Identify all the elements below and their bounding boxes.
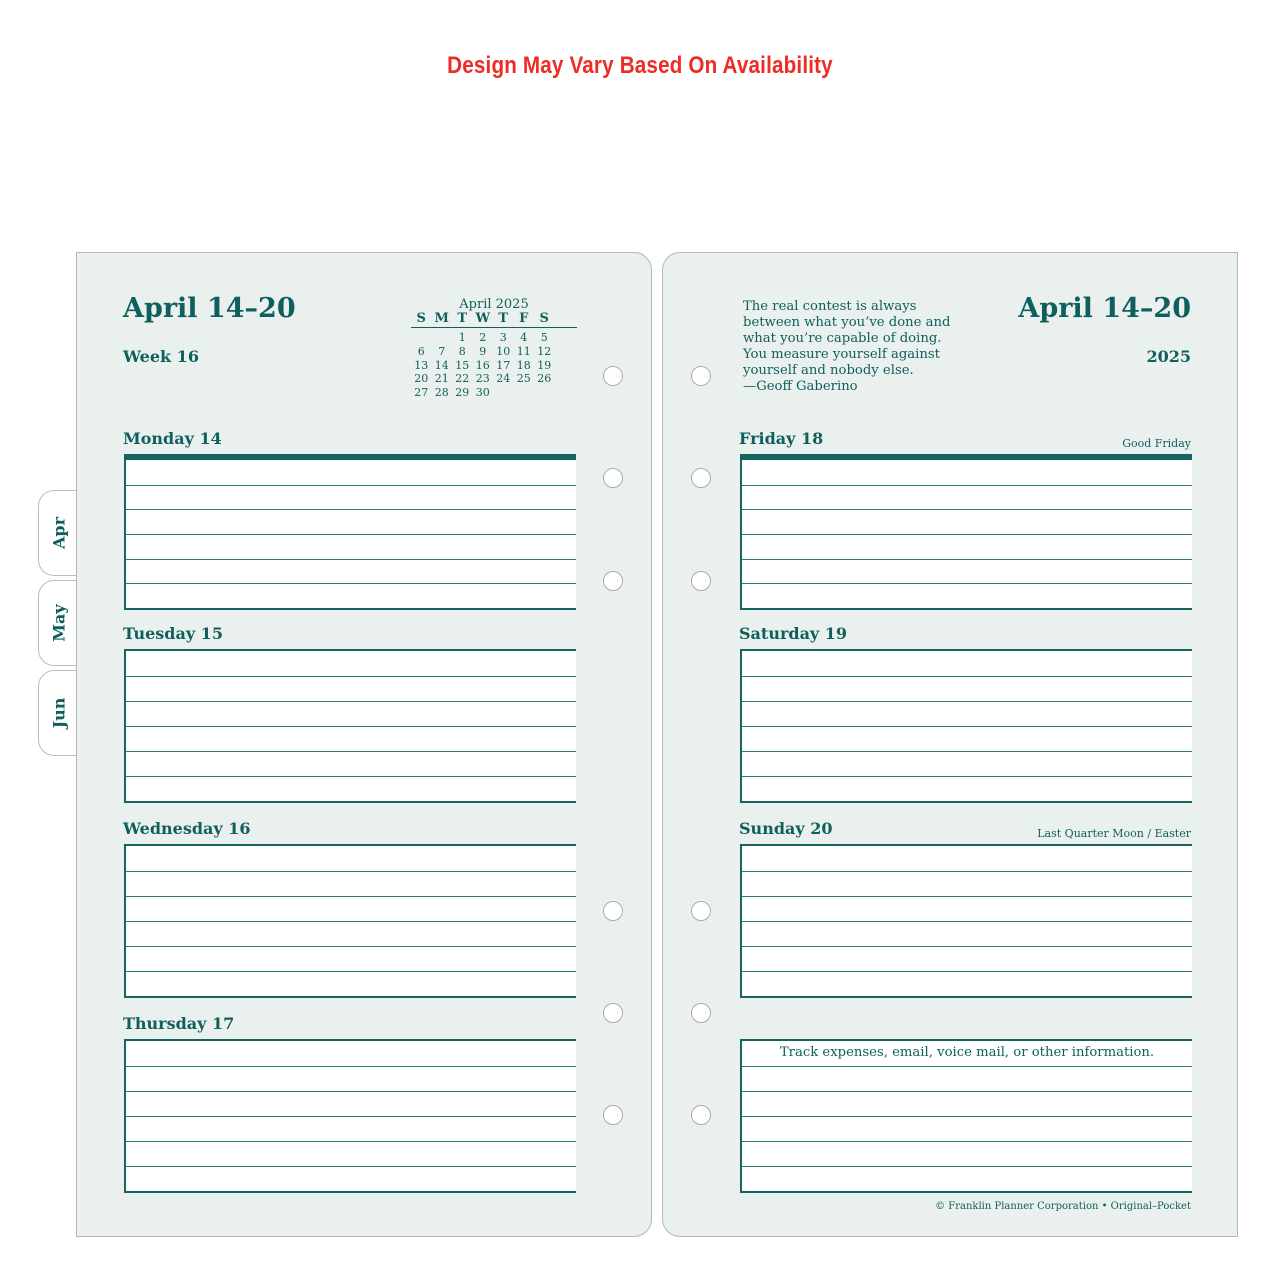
writing-line	[126, 1091, 576, 1092]
writing-line	[126, 1116, 576, 1117]
writing-line	[126, 485, 576, 486]
tab-jun[interactable]	[38, 670, 78, 756]
weekday: M	[434, 311, 449, 326]
writing-line	[742, 1066, 1192, 1067]
calendar-date: 21	[434, 372, 449, 386]
notes-box-caption: Track expenses, email, voice mail, or other information.	[779, 1045, 1155, 1060]
calendar-date: 17	[496, 358, 511, 372]
writing-line	[126, 1141, 576, 1142]
calendar-date	[514, 386, 535, 400]
inspirational-quote	[743, 299, 963, 395]
calendar-date	[432, 331, 453, 345]
calendar-date: 13	[414, 358, 429, 372]
day-box-thursday[interactable]	[124, 1039, 576, 1193]
calendar-date: 10	[496, 344, 511, 358]
writing-line	[126, 726, 576, 727]
punch-hole	[603, 571, 623, 591]
month-tabs	[38, 490, 78, 762]
mini-calendar-month: April 2025	[459, 297, 529, 312]
writing-line	[126, 676, 576, 677]
calendar-date: 1	[458, 331, 466, 344]
calendar-date: 16	[475, 358, 490, 372]
day-box-saturday[interactable]	[740, 649, 1192, 803]
left-page	[76, 252, 652, 1237]
weekday: F	[519, 311, 529, 326]
week-number: Week 16	[123, 347, 199, 366]
calendar-week-row	[411, 331, 577, 345]
punch-hole	[603, 1105, 623, 1125]
day-label-sunday: Sunday 20	[739, 819, 833, 838]
calendar-date: 9	[479, 344, 487, 358]
calendar-date: 19	[537, 358, 552, 372]
tab-apr-label: Apr	[49, 516, 68, 550]
mini-calendar-weekdays	[411, 312, 577, 325]
right-page	[662, 252, 1238, 1237]
calendar-date: 6	[417, 344, 425, 358]
day-box-sunday[interactable]	[740, 844, 1192, 998]
copyright: © Franklin Planner Corporation • Original–Pocket	[935, 1201, 1191, 1212]
quote-line: The real contest is always	[743, 299, 917, 314]
calendar-date: 14	[434, 358, 449, 372]
writing-line	[126, 776, 576, 777]
calendar-date: 11	[516, 344, 531, 358]
writing-line	[742, 921, 1192, 922]
weekday: T	[498, 311, 509, 326]
availability-notice: Design May Vary Based On Availability	[447, 52, 833, 79]
quote-line: You measure yourself against	[743, 347, 940, 362]
weekday: S	[416, 311, 426, 326]
calendar-date: 25	[516, 372, 531, 386]
calendar-date	[534, 386, 555, 400]
calendar-date: 8	[458, 344, 466, 358]
punch-hole	[691, 1003, 711, 1023]
writing-line	[742, 485, 1192, 486]
calendar-date: 26	[537, 372, 552, 386]
writing-line	[126, 583, 576, 584]
calendar-week-row	[411, 372, 577, 386]
day-label-saturday: Saturday 19	[739, 624, 848, 643]
mini-calendar	[411, 297, 577, 400]
calendar-date: 15	[455, 358, 470, 372]
calendar-date: 23	[475, 372, 490, 386]
writing-line	[126, 1066, 576, 1067]
holiday-note-friday: Good Friday	[1122, 437, 1191, 450]
mini-calendar-rule	[411, 327, 577, 328]
writing-line	[742, 676, 1192, 677]
punch-hole	[691, 468, 711, 488]
weekday: T	[457, 311, 468, 326]
writing-line	[742, 726, 1192, 727]
calendar-date: 24	[496, 372, 511, 386]
day-box-wednesday[interactable]	[124, 844, 576, 998]
writing-line	[742, 1091, 1192, 1092]
calendar-date	[493, 386, 514, 400]
punch-hole	[603, 366, 623, 386]
punch-hole	[603, 468, 623, 488]
day-label-wednesday: Wednesday 16	[123, 819, 251, 838]
writing-line	[742, 534, 1192, 535]
weekday: W	[475, 311, 491, 326]
writing-line	[126, 946, 576, 947]
tab-may-label: May	[49, 604, 68, 642]
day-label-thursday: Thursday 17	[123, 1014, 235, 1033]
writing-line	[742, 751, 1192, 752]
weekday: S	[539, 311, 549, 326]
writing-line	[742, 583, 1192, 584]
writing-line	[742, 701, 1192, 702]
punch-hole	[603, 1003, 623, 1023]
calendar-date: 29	[455, 386, 470, 400]
calendar-week-row	[411, 386, 577, 400]
calendar-date: 4	[520, 331, 528, 344]
punch-hole	[691, 901, 711, 921]
tab-may[interactable]	[38, 580, 78, 666]
calendar-date: 30	[475, 386, 490, 400]
calendar-date	[411, 331, 432, 345]
calendar-date: 5	[540, 331, 548, 344]
day-box-monday[interactable]	[124, 454, 576, 610]
writing-line	[742, 1141, 1192, 1142]
left-page-title: April 14–20	[123, 293, 296, 324]
writing-line	[742, 896, 1192, 897]
calendar-date: 7	[438, 344, 446, 358]
quote-line: yourself and nobody else.	[743, 363, 914, 378]
year-label: 2025	[1146, 347, 1191, 366]
writing-line	[126, 921, 576, 922]
writing-line	[742, 1166, 1192, 1167]
writing-line	[742, 776, 1192, 777]
writing-line	[742, 946, 1192, 947]
calendar-date: 22	[455, 372, 470, 386]
calendar-date: 3	[499, 331, 507, 344]
day-box-tuesday[interactable]	[124, 649, 576, 803]
writing-line	[126, 701, 576, 702]
writing-line	[742, 871, 1192, 872]
mini-calendar-grid	[411, 331, 577, 400]
day-box-friday[interactable]	[740, 454, 1192, 610]
writing-line	[126, 1166, 576, 1167]
writing-line	[742, 971, 1192, 972]
writing-line	[742, 559, 1192, 560]
punch-hole	[691, 1105, 711, 1125]
right-page-title: April 14–20	[1018, 293, 1191, 324]
writing-line	[742, 1116, 1192, 1117]
writing-line	[126, 534, 576, 535]
punch-hole	[691, 366, 711, 386]
quote-author: —Geoff Gaberino	[743, 379, 858, 394]
writing-line	[126, 871, 576, 872]
calendar-week-row	[411, 345, 577, 359]
day-label-tuesday: Tuesday 15	[123, 624, 223, 643]
writing-line	[126, 751, 576, 752]
calendar-date: 18	[516, 358, 531, 372]
notes-box[interactable]	[740, 1039, 1192, 1193]
tab-jun-label: Jun	[49, 697, 68, 729]
day-label-monday: Monday 14	[123, 429, 222, 448]
quote-line: what you’re capable of doing.	[743, 331, 942, 346]
calendar-week-row	[411, 359, 577, 373]
writing-line	[126, 509, 576, 510]
day-label-friday: Friday 18	[739, 429, 824, 448]
punch-hole	[691, 571, 711, 591]
holiday-note-sunday: Last Quarter Moon / Easter	[1037, 827, 1191, 840]
calendar-date: 27	[414, 386, 429, 400]
calendar-date: 20	[414, 372, 429, 386]
writing-line	[742, 509, 1192, 510]
calendar-date: 28	[434, 386, 449, 400]
calendar-date: 2	[479, 331, 487, 344]
writing-line	[126, 559, 576, 560]
tab-apr[interactable]	[38, 490, 78, 576]
calendar-date: 12	[537, 344, 552, 358]
writing-line	[126, 971, 576, 972]
writing-line	[126, 896, 576, 897]
quote-line: between what you’ve done and	[743, 315, 951, 330]
punch-hole	[603, 901, 623, 921]
